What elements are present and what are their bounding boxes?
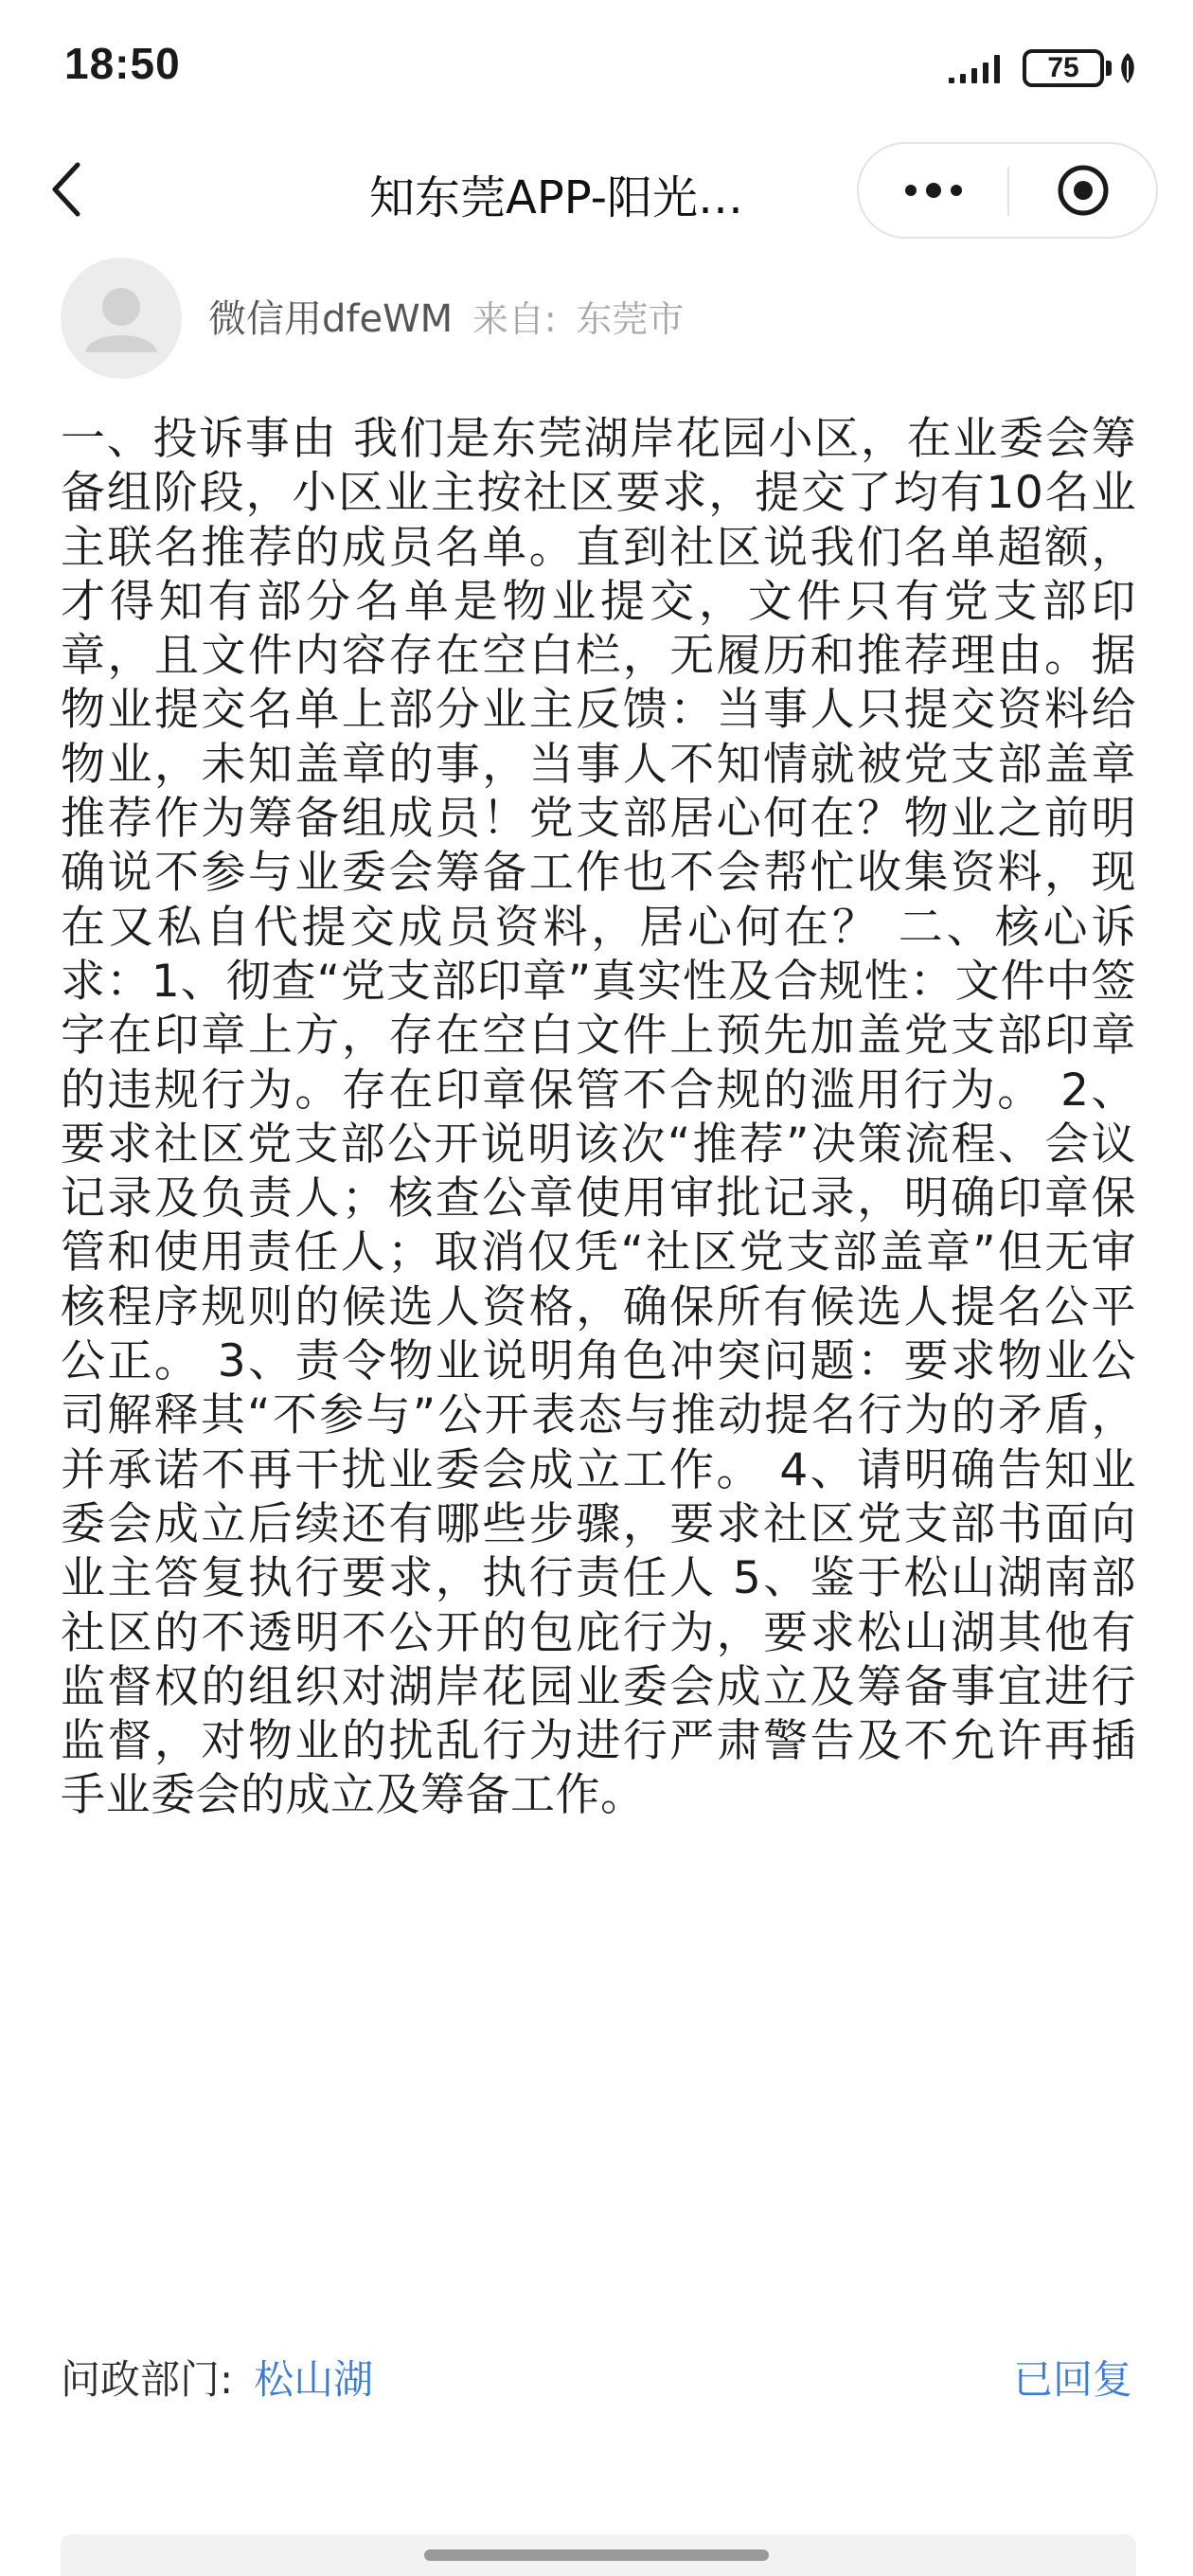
signal-bars-icon [947,51,1011,85]
nav-bar [0,133,1193,246]
department-link[interactable]: 松山湖 [254,2356,374,2403]
battery-level: 75 [1047,52,1079,83]
author-line [208,289,684,343]
department-line [61,2349,373,2406]
avatar[interactable] [61,258,182,379]
location-text: 东莞市 [576,298,685,340]
home-indicator[interactable] [424,2549,769,2561]
status-bar [0,0,1193,133]
status-time: 18:50 [64,39,181,88]
chevron-left-icon [49,161,83,218]
close-miniprogram-button[interactable] [1009,144,1156,237]
leaf-icon [1117,51,1138,85]
back-button[interactable] [38,152,95,227]
target-circle-icon [1055,162,1112,219]
mini-program-capsule [857,142,1158,239]
author-name: 微信用dfeWM [208,297,454,341]
content-paragraph: 一、投诉事由 我们是东莞湖岸花园小区，在业委会筹备组阶段，小区业主按社区要求，提交了均有10名业主联名推荐的成员名单。直到社区说我们名单超额，才得知有部分名单是物业提交，文件只有党支部印章，且文件内容存在空白栏，无履历和推荐理由。据物业提交名单上部分业主反馈：当事人只提交资料给物业，未知盖章的事，当事人不知情就被党支部盖章推荐作为筹备组成员！党支部居心何在？物业之前明确说不参与业委会筹备工作也不会帮忙收集资料，现在又私自代提交成员资料，居心何在？ 二、核心诉求：1、彻查“党支部印章”真实性及合规性：文件中签字在印章上方，存在空白文件上预先加盖党支部印章的违规行为。存在印章保管不合规的滥用行为。 2、要求社区党支部公开说明该次“推荐”决策流程、会议记录及负责人；核查公章使用审批记录，明确印章保管和使用责任人；取消仅凭“社区党支部盖章”但无审核程序规则的候选人资格，确保所有候选人提名公平公正。 3、责令物业说明角色冲突问题：要求物业公司解释其“不参与”公开表态与推动提名行为的矛盾，并承诺不再干扰业委会成立工作。 4、请明确告知业委会成立后续还有哪些步骤，要求社区党支部书面向业主答复执行要求，执行责任人 5、鉴于松山湖南部社区的不透明不公开的包庇行为，要求松山湖其他有监督权的组织对湖岸花园业委会成立及筹备事宜进行监督，对物业的扰乱行为进行严肃警告及不允许再插手业委会的成立及筹备工作。 [61,413,1136,1822]
page-title: 知东莞APP-阳光… [369,171,743,224]
battery-tip [1106,61,1112,76]
reply-status[interactable]: 已回复 [1012,2356,1132,2403]
battery-icon [1023,49,1104,87]
default-user-icon [61,258,182,379]
more-dots-icon [903,181,964,200]
from-label: 来自: [472,298,557,340]
complaint-content [61,412,1136,1823]
department-label: 问政部门: [61,2356,234,2403]
more-button[interactable] [859,144,1007,237]
